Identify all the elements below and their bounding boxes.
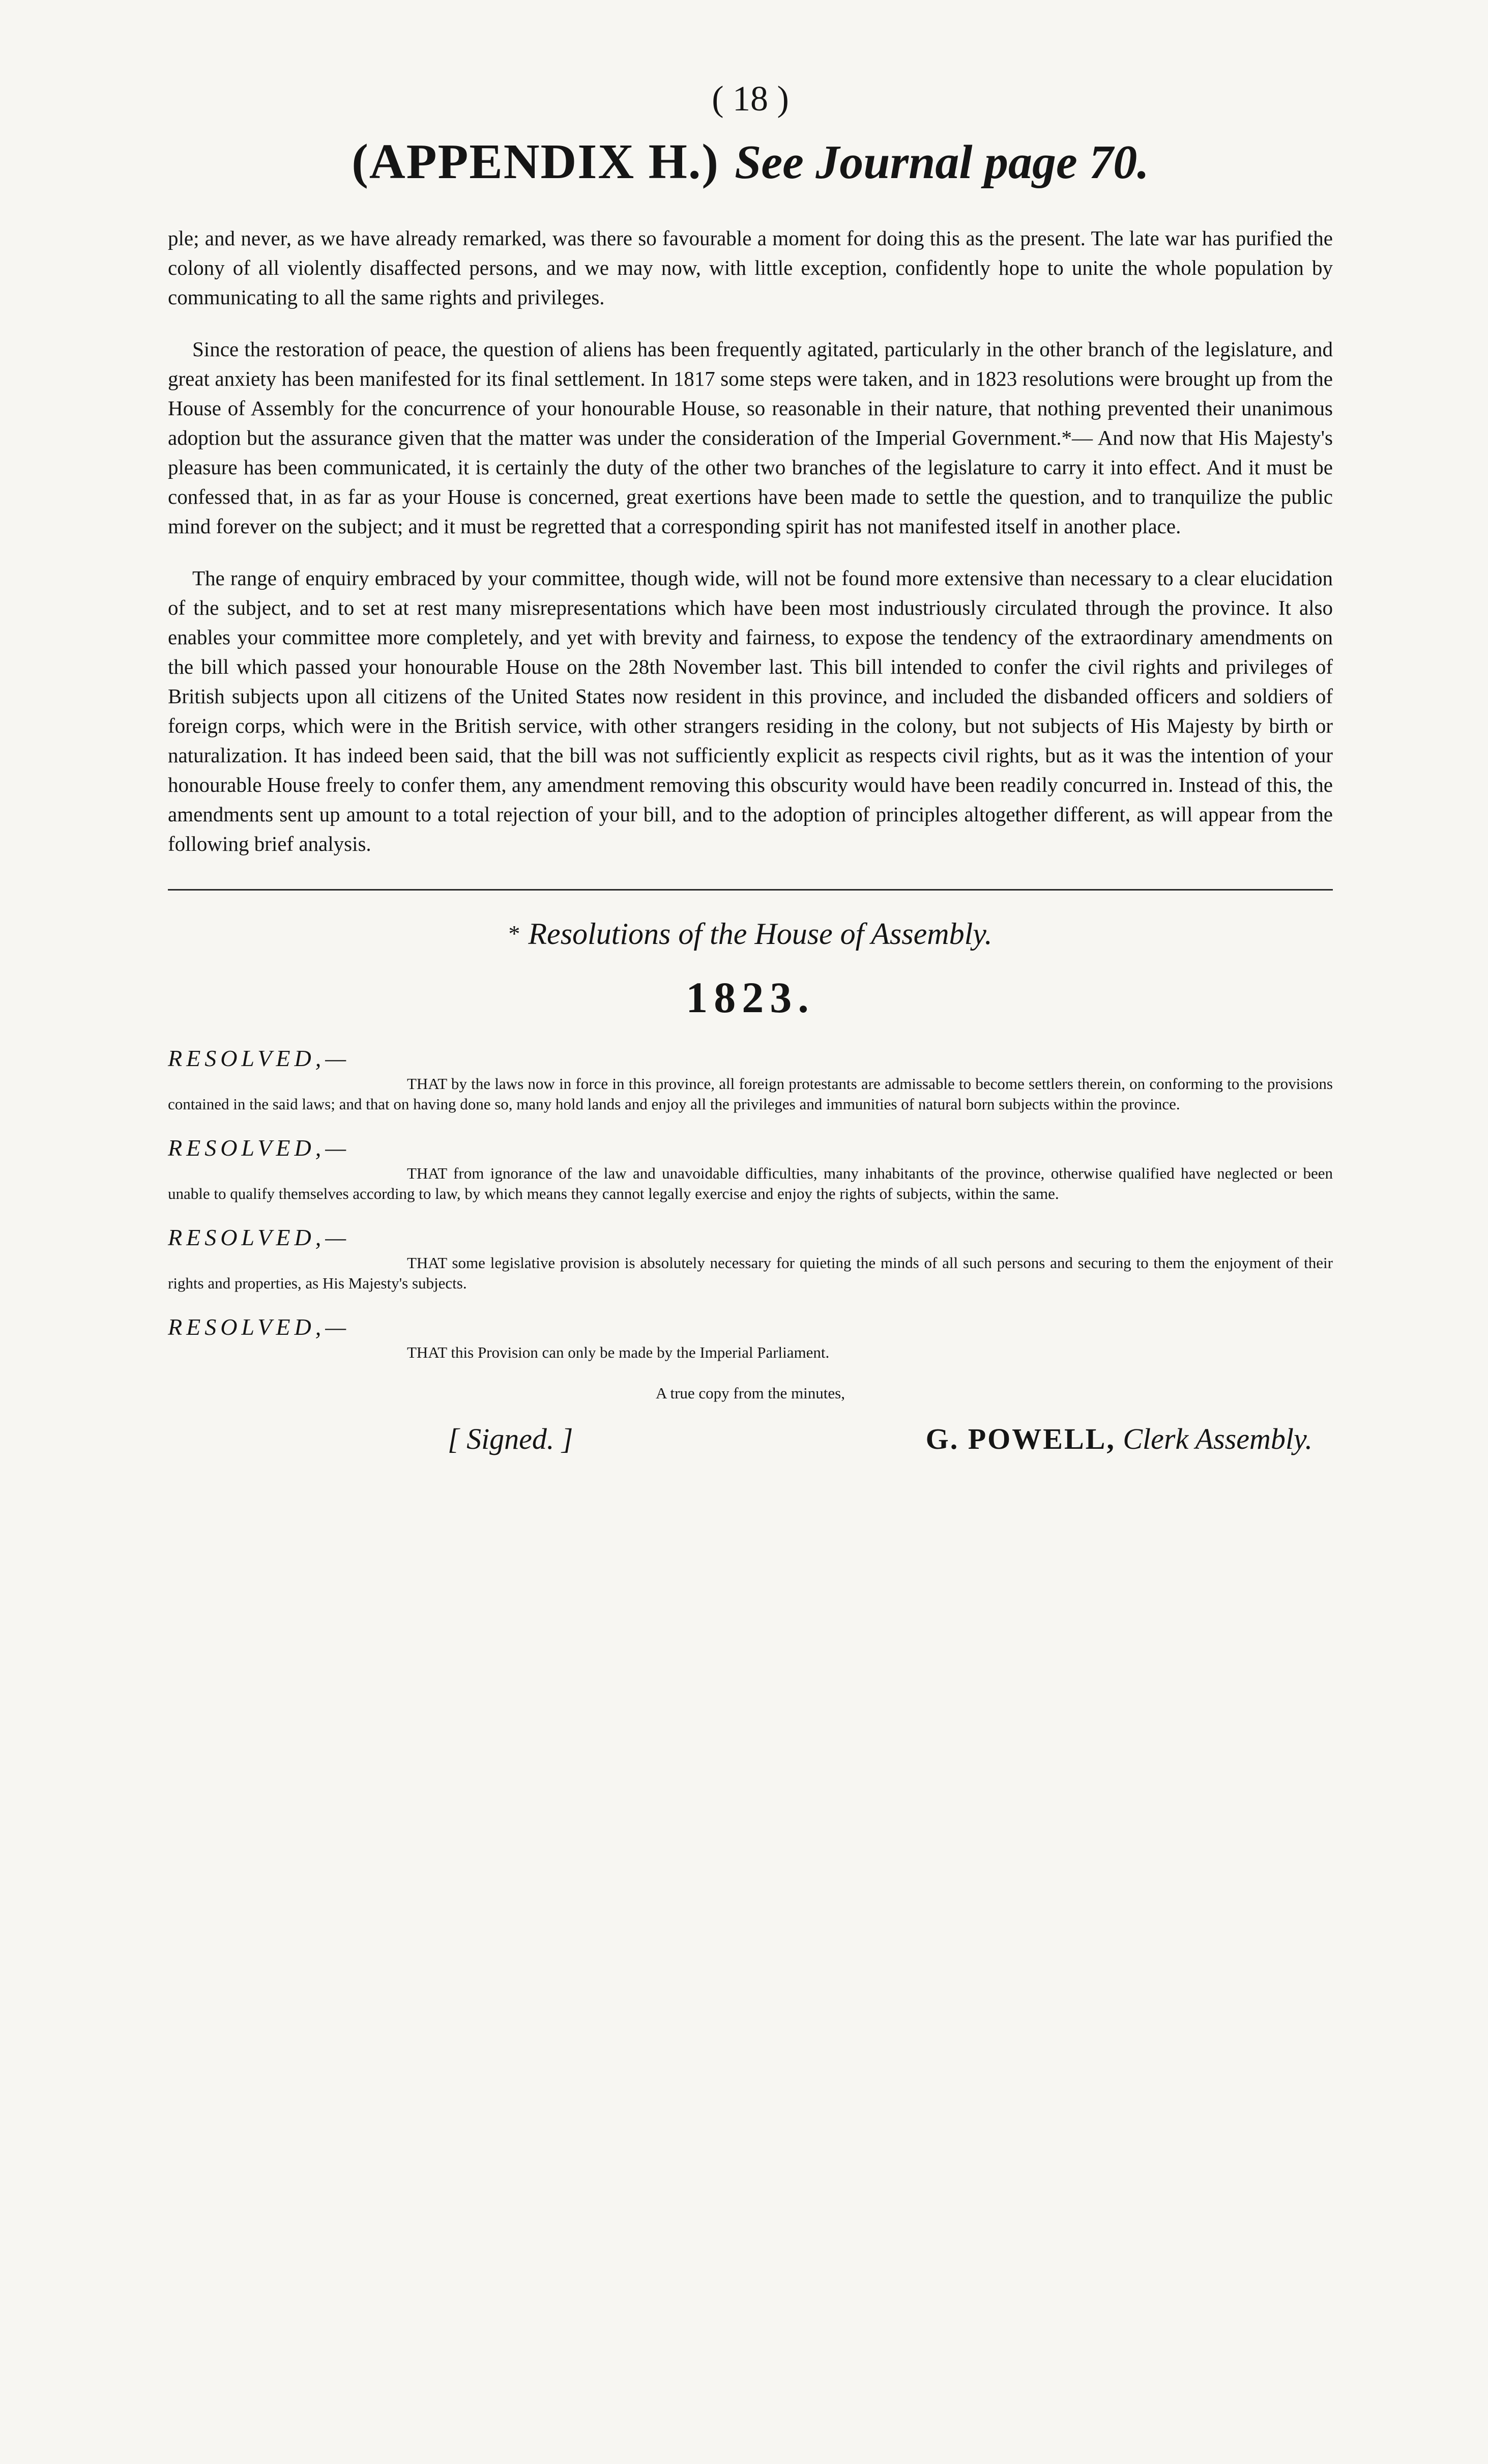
resolution-4 <box>168 1312 1333 1363</box>
signature-block <box>168 1419 1333 1459</box>
clerk-name: G. POWELL, <box>925 1422 1116 1455</box>
signed-mark: [ Signed. ] <box>448 1422 573 1455</box>
resolution-3 <box>168 1222 1333 1294</box>
true-copy-note: A true copy from the minutes, <box>656 1384 845 1402</box>
resolutions-year: 1823. <box>686 973 815 1022</box>
resolved-label: RESOLVED,— <box>168 1314 351 1340</box>
footnote-divider <box>168 889 1333 891</box>
document-page <box>168 76 1333 1459</box>
resolved-label: RESOLVED,— <box>168 1224 351 1250</box>
clerk-signature <box>926 1419 1312 1459</box>
resolution-text: THAT some legislative provision is absolutely necessary for quieting the minds of all such persons and securing to them the enjoyment of their rights and properties, as His Majesty's subjects. <box>168 1254 1333 1292</box>
footnote-marker: * <box>508 921 520 947</box>
resolution-text: THAT by the laws now in force in this province, all foreign protestants are admissable to become settlers therein, on conforming to the provisions contained in the said laws; and that on having done so, many hold lands and enjoy all the privileges and immunities of natural born subjects within the province. <box>168 1075 1333 1113</box>
journal-reference: See Journal page 70. <box>735 136 1149 189</box>
appendix-heading <box>168 131 1333 203</box>
paragraph-3: The range of enquiry embraced by your committee, though wide, will not be found more extensive than necessary to a clear elucidation of the subject, and to set at rest many misrepresentations which have been most industriously circulated through the province. It also enables your committee more completely, and yet with brevity and fairness, to expose the tendency of the extraordinary amendments on the bill which passed your honourable House on the 28th November last. This bill intended to confer the civil rights and privileges of British subjects upon all citizens of the United States now resident in this province, and included the disbanded officers and soldiers of foreign corps, which were in the British service, with other strangers residing in the colony, but not subjects of His Majesty by birth or naturalization. It has indeed been said, that the bill was not sufficiently explicit as respects civil rights, but as it was the intention of your honourable House freely to confer them, any amendment removing this obscurity would have been readily concurred in. Instead of this, the amendments sent up amount to a total rejection of your bill, and to the adoption of principles altogether different, as will appear from the following brief analysis. <box>168 566 1333 855</box>
resolution-2 <box>168 1133 1333 1204</box>
page-number: ( 18 ) <box>712 79 789 119</box>
resolved-label: RESOLVED,— <box>168 1135 351 1161</box>
resolution-text: THAT this Provision can only be made by the Imperial Parliament. <box>407 1343 830 1361</box>
clerk-title: Clerk Assembly. <box>1123 1422 1312 1455</box>
resolutions-title: Resolutions of the House of Assembly. <box>528 917 993 951</box>
paragraph-1: ple; and never, as we have already remarked, was there so favourable a moment for doing this as the present. The late war has purified the colony of all violently disaffected persons, and we may now, with little exception, confidently hope to unite the whole population by communicating to all the same rights and privileges. <box>168 226 1333 309</box>
resolution-text: THAT from ignorance of the law and unavoidable difficulties, many inhabitants of the province, otherwise qualified have neglected or been unable to qualify themselves according to law, by which means they cannot legally exercise and enjoy the rights of subjects, within the same. <box>168 1164 1333 1202</box>
appendix-title: (APPENDIX H.) <box>352 134 720 189</box>
footnote-title <box>168 911 1333 957</box>
paragraph-2: Since the restoration of peace, the question of aliens has been frequently agitated, particularly in the other branch of the legislature, and great anxiety has been manifested for its final settlement. In 1817 some steps were taken, and in 1823 resolutions were brought up from the House of Assembly for the concurrence of your honourable House, so reasonable in their nature, that nothing prevented their unanimous adoption but the assurance given that the matter was under the consideration of the Imperial Government.*— And now that His Majesty's pleasure has been communicated, it is certainly the duty of the other two branches of the legislature to carry it into effect. And it must be confessed that, in as far as your House is concerned, great exertions have been made to settle the question, and to tranquilize the public mind forever on the subject; and it must be regretted that a corresponding spirit has not manifested itself in another place. <box>168 337 1333 538</box>
resolved-label: RESOLVED,— <box>168 1045 351 1071</box>
resolution-1 <box>168 1043 1333 1114</box>
